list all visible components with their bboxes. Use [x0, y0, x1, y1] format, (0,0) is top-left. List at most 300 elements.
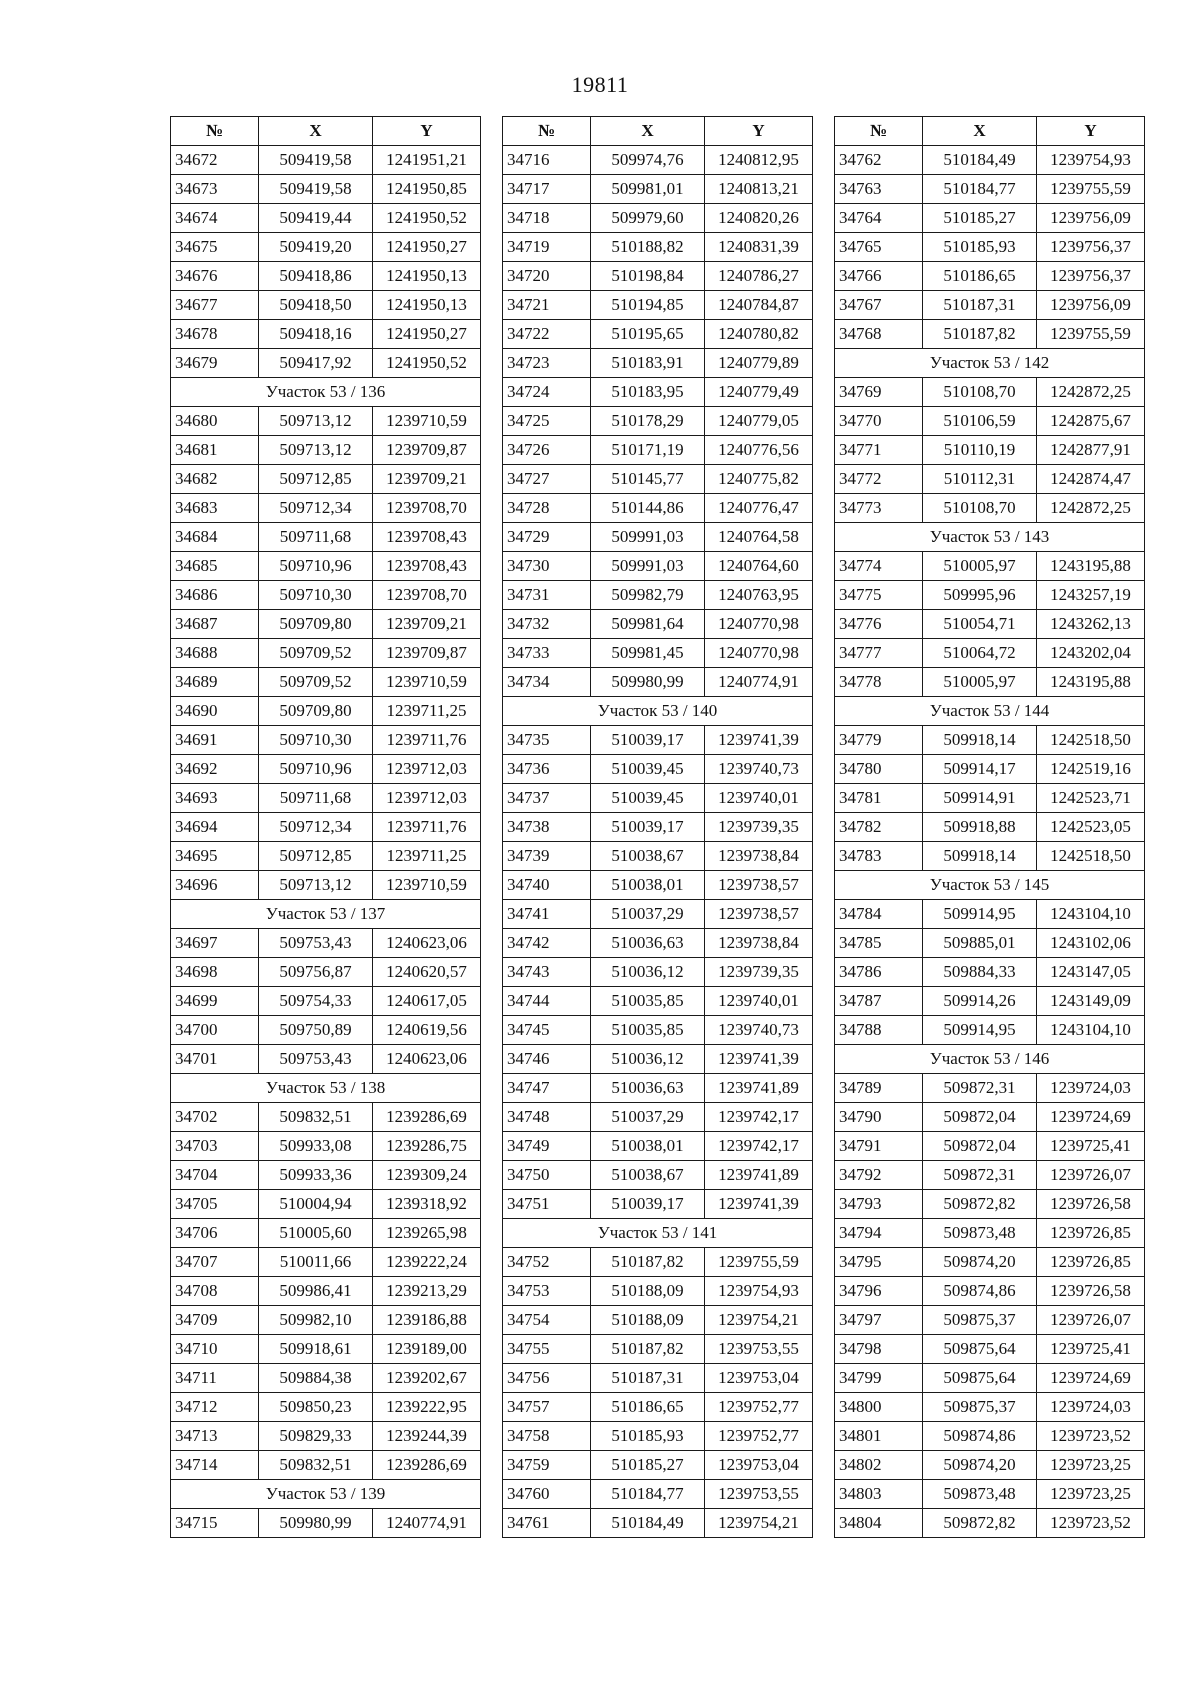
table-header-row	[171, 117, 481, 146]
x-coordinate-cell: 509914,95	[923, 900, 1037, 929]
table-row	[171, 1248, 481, 1277]
point-number-cell: 34804	[835, 1509, 923, 1538]
table-row	[835, 1161, 1145, 1190]
table-row	[503, 1451, 813, 1480]
x-coordinate-cell: 510184,77	[923, 175, 1037, 204]
table-row	[503, 639, 813, 668]
table-row	[835, 1277, 1145, 1306]
y-coordinate-cell: 1239754,93	[1037, 146, 1145, 175]
y-coordinate-cell: 1239708,70	[373, 581, 481, 610]
point-number-cell: 34772	[835, 465, 923, 494]
x-coordinate-cell: 509709,80	[259, 697, 373, 726]
y-coordinate-cell: 1239741,39	[705, 726, 813, 755]
table-row	[503, 1364, 813, 1393]
table-row	[171, 1219, 481, 1248]
point-number-cell: 34728	[503, 494, 591, 523]
section-row	[835, 1045, 1145, 1074]
y-coordinate-cell: 1242874,47	[1037, 465, 1145, 494]
y-coordinate-cell: 1239753,04	[705, 1364, 813, 1393]
point-number-cell: 34680	[171, 407, 259, 436]
y-coordinate-cell: 1240617,05	[373, 987, 481, 1016]
table-row	[503, 1335, 813, 1364]
point-number-cell: 34713	[171, 1422, 259, 1451]
table-row	[503, 1132, 813, 1161]
y-coordinate-cell: 1239754,21	[705, 1306, 813, 1335]
x-coordinate-cell: 509710,30	[259, 581, 373, 610]
table-row	[171, 697, 481, 726]
y-coordinate-cell: 1239709,21	[373, 465, 481, 494]
table-row	[503, 1393, 813, 1422]
x-coordinate-cell: 510038,67	[591, 842, 705, 871]
y-coordinate-cell: 1239752,77	[705, 1422, 813, 1451]
point-number-cell: 34732	[503, 610, 591, 639]
x-coordinate-cell: 509873,48	[923, 1219, 1037, 1248]
x-coordinate-cell: 509710,96	[259, 552, 373, 581]
y-coordinate-cell: 1240780,82	[705, 320, 813, 349]
section-label: Участок 53 / 146	[835, 1045, 1145, 1074]
y-coordinate-cell: 1243202,04	[1037, 639, 1145, 668]
table-row	[835, 204, 1145, 233]
point-number-cell: 34701	[171, 1045, 259, 1074]
x-coordinate-cell: 509832,51	[259, 1103, 373, 1132]
point-number-cell: 34726	[503, 436, 591, 465]
point-number-cell: 34781	[835, 784, 923, 813]
x-coordinate-cell: 510038,01	[591, 871, 705, 900]
table-row	[171, 784, 481, 813]
table-row	[835, 900, 1145, 929]
table-row	[835, 1451, 1145, 1480]
point-number-cell: 34686	[171, 581, 259, 610]
table-row	[503, 378, 813, 407]
table-row	[503, 1045, 813, 1074]
x-coordinate-cell: 509979,60	[591, 204, 705, 233]
section-label: Участок 53 / 144	[835, 697, 1145, 726]
table-row	[171, 668, 481, 697]
x-coordinate-cell: 509918,14	[923, 842, 1037, 871]
section-label: Участок 53 / 138	[171, 1074, 481, 1103]
y-coordinate-cell: 1239753,55	[705, 1335, 813, 1364]
y-coordinate-cell: 1239741,89	[705, 1074, 813, 1103]
table-row	[171, 1422, 481, 1451]
coordinates-table-3	[834, 116, 1145, 1538]
table-row	[171, 1190, 481, 1219]
point-number-cell: 34753	[503, 1277, 591, 1306]
point-number-cell: 34789	[835, 1074, 923, 1103]
x-coordinate-cell: 509419,58	[259, 175, 373, 204]
table-row	[503, 842, 813, 871]
y-coordinate-cell: 1239756,09	[1037, 291, 1145, 320]
x-coordinate-cell: 510110,19	[923, 436, 1037, 465]
y-coordinate-cell: 1239186,88	[373, 1306, 481, 1335]
x-coordinate-cell: 510106,59	[923, 407, 1037, 436]
x-coordinate-cell: 510005,60	[259, 1219, 373, 1248]
table-row	[171, 610, 481, 639]
point-number-cell: 34693	[171, 784, 259, 813]
y-coordinate-cell: 1239738,57	[705, 900, 813, 929]
section-label: Участок 53 / 137	[171, 900, 481, 929]
table-row	[835, 726, 1145, 755]
x-coordinate-cell: 509918,88	[923, 813, 1037, 842]
y-coordinate-cell: 1241950,52	[373, 204, 481, 233]
header-y: Y	[373, 117, 481, 146]
point-number-cell: 34764	[835, 204, 923, 233]
table-row	[171, 639, 481, 668]
y-coordinate-cell: 1239709,21	[373, 610, 481, 639]
point-number-cell: 34716	[503, 146, 591, 175]
y-coordinate-cell: 1240784,87	[705, 291, 813, 320]
table-row	[835, 958, 1145, 987]
y-coordinate-cell: 1239754,93	[705, 1277, 813, 1306]
x-coordinate-cell: 509914,17	[923, 755, 1037, 784]
x-coordinate-cell: 509885,01	[923, 929, 1037, 958]
table-row	[171, 958, 481, 987]
y-coordinate-cell: 1241950,27	[373, 233, 481, 262]
point-number-cell: 34672	[171, 146, 259, 175]
point-number-cell: 34795	[835, 1248, 923, 1277]
y-coordinate-cell: 1240764,58	[705, 523, 813, 552]
y-coordinate-cell: 1239710,59	[373, 407, 481, 436]
y-coordinate-cell: 1241950,27	[373, 320, 481, 349]
y-coordinate-cell: 1239222,24	[373, 1248, 481, 1277]
table-row	[835, 1219, 1145, 1248]
x-coordinate-cell: 509418,50	[259, 291, 373, 320]
point-number-cell: 34688	[171, 639, 259, 668]
x-coordinate-cell: 510198,84	[591, 262, 705, 291]
x-coordinate-cell: 509874,20	[923, 1248, 1037, 1277]
y-coordinate-cell: 1239756,37	[1037, 262, 1145, 291]
point-number-cell: 34689	[171, 668, 259, 697]
y-coordinate-cell: 1239723,52	[1037, 1509, 1145, 1538]
y-coordinate-cell: 1240763,95	[705, 581, 813, 610]
x-coordinate-cell: 509418,16	[259, 320, 373, 349]
x-coordinate-cell: 509933,36	[259, 1161, 373, 1190]
point-number-cell: 34695	[171, 842, 259, 871]
table-row	[835, 668, 1145, 697]
point-number-cell: 34736	[503, 755, 591, 784]
table-row	[503, 407, 813, 436]
table-row	[835, 1074, 1145, 1103]
x-coordinate-cell: 509711,68	[259, 523, 373, 552]
point-number-cell: 34775	[835, 581, 923, 610]
point-number-cell: 34684	[171, 523, 259, 552]
y-coordinate-cell: 1239708,43	[373, 523, 481, 552]
section-row	[835, 523, 1145, 552]
x-coordinate-cell: 509709,52	[259, 668, 373, 697]
x-coordinate-cell: 509986,41	[259, 1277, 373, 1306]
y-coordinate-cell: 1239725,41	[1037, 1132, 1145, 1161]
y-coordinate-cell: 1239755,59	[1037, 175, 1145, 204]
x-coordinate-cell: 509713,12	[259, 436, 373, 465]
table-row	[835, 494, 1145, 523]
x-coordinate-cell: 510011,66	[259, 1248, 373, 1277]
x-coordinate-cell: 510187,82	[923, 320, 1037, 349]
point-number-cell: 34687	[171, 610, 259, 639]
point-number-cell: 34711	[171, 1364, 259, 1393]
y-coordinate-cell: 1243195,88	[1037, 668, 1145, 697]
y-coordinate-cell: 1239286,75	[373, 1132, 481, 1161]
point-number-cell: 34683	[171, 494, 259, 523]
table-row	[171, 465, 481, 494]
table-row	[835, 987, 1145, 1016]
x-coordinate-cell: 509875,64	[923, 1335, 1037, 1364]
point-number-cell: 34730	[503, 552, 591, 581]
x-coordinate-cell: 509872,82	[923, 1509, 1037, 1538]
y-coordinate-cell: 1239712,03	[373, 755, 481, 784]
x-coordinate-cell: 509914,26	[923, 987, 1037, 1016]
section-label: Участок 53 / 136	[171, 378, 481, 407]
table-row	[835, 1132, 1145, 1161]
point-number-cell: 34802	[835, 1451, 923, 1480]
table-row	[503, 1422, 813, 1451]
table-row	[503, 1509, 813, 1538]
point-number-cell: 34793	[835, 1190, 923, 1219]
x-coordinate-cell: 509754,33	[259, 987, 373, 1016]
y-coordinate-cell: 1239725,41	[1037, 1335, 1145, 1364]
section-label: Участок 53 / 145	[835, 871, 1145, 900]
point-number-cell: 34717	[503, 175, 591, 204]
table-row	[835, 146, 1145, 175]
section-row	[171, 1480, 481, 1509]
table-row	[835, 1335, 1145, 1364]
x-coordinate-cell: 509872,82	[923, 1190, 1037, 1219]
x-coordinate-cell: 510039,17	[591, 813, 705, 842]
y-coordinate-cell: 1239753,04	[705, 1451, 813, 1480]
x-coordinate-cell: 509873,48	[923, 1480, 1037, 1509]
table-row	[503, 1016, 813, 1045]
y-coordinate-cell: 1240776,56	[705, 436, 813, 465]
table-row	[503, 291, 813, 320]
x-coordinate-cell: 510187,31	[923, 291, 1037, 320]
x-coordinate-cell: 509981,01	[591, 175, 705, 204]
x-coordinate-cell: 509713,12	[259, 871, 373, 900]
point-number-cell: 34752	[503, 1248, 591, 1277]
y-coordinate-cell: 1241951,21	[373, 146, 481, 175]
header-number: №	[835, 117, 923, 146]
point-number-cell: 34768	[835, 320, 923, 349]
y-coordinate-cell: 1239318,92	[373, 1190, 481, 1219]
x-coordinate-cell: 509419,20	[259, 233, 373, 262]
point-number-cell: 34696	[171, 871, 259, 900]
y-coordinate-cell: 1239738,84	[705, 929, 813, 958]
point-number-cell: 34786	[835, 958, 923, 987]
y-coordinate-cell: 1239741,39	[705, 1190, 813, 1219]
point-number-cell: 34740	[503, 871, 591, 900]
table-row	[503, 1277, 813, 1306]
x-coordinate-cell: 509712,34	[259, 813, 373, 842]
y-coordinate-cell: 1239213,29	[373, 1277, 481, 1306]
x-coordinate-cell: 510036,63	[591, 1074, 705, 1103]
table-row	[171, 320, 481, 349]
x-coordinate-cell: 509712,85	[259, 842, 373, 871]
x-coordinate-cell: 509419,44	[259, 204, 373, 233]
x-coordinate-cell: 510185,27	[923, 204, 1037, 233]
section-row	[835, 697, 1145, 726]
section-label: Участок 53 / 140	[503, 697, 813, 726]
table-row	[835, 1364, 1145, 1393]
y-coordinate-cell: 1243257,19	[1037, 581, 1145, 610]
point-number-cell: 34760	[503, 1480, 591, 1509]
table-row	[503, 320, 813, 349]
table-row	[835, 842, 1145, 871]
x-coordinate-cell: 510195,65	[591, 320, 705, 349]
y-coordinate-cell: 1240820,26	[705, 204, 813, 233]
x-coordinate-cell: 510039,17	[591, 1190, 705, 1219]
section-label: Участок 53 / 139	[171, 1480, 481, 1509]
x-coordinate-cell: 509980,99	[259, 1509, 373, 1538]
header-x: X	[591, 117, 705, 146]
x-coordinate-cell: 509713,12	[259, 407, 373, 436]
x-coordinate-cell: 509995,96	[923, 581, 1037, 610]
x-coordinate-cell: 510186,65	[591, 1393, 705, 1422]
y-coordinate-cell: 1239738,84	[705, 842, 813, 871]
point-number-cell: 34707	[171, 1248, 259, 1277]
point-number-cell: 34690	[171, 697, 259, 726]
x-coordinate-cell: 509872,31	[923, 1161, 1037, 1190]
point-number-cell: 34788	[835, 1016, 923, 1045]
y-coordinate-cell: 1239286,69	[373, 1451, 481, 1480]
x-coordinate-cell: 510184,49	[923, 146, 1037, 175]
y-coordinate-cell: 1239711,76	[373, 726, 481, 755]
point-number-cell: 34751	[503, 1190, 591, 1219]
table-row	[503, 1161, 813, 1190]
x-coordinate-cell: 509756,87	[259, 958, 373, 987]
header-y: Y	[705, 117, 813, 146]
point-number-cell: 34778	[835, 668, 923, 697]
y-coordinate-cell: 1239724,03	[1037, 1074, 1145, 1103]
y-coordinate-cell: 1240774,91	[705, 668, 813, 697]
point-number-cell: 34792	[835, 1161, 923, 1190]
table-row	[171, 1016, 481, 1045]
table-row	[835, 407, 1145, 436]
point-number-cell: 34770	[835, 407, 923, 436]
y-coordinate-cell: 1240812,95	[705, 146, 813, 175]
y-coordinate-cell: 1239740,73	[705, 755, 813, 784]
x-coordinate-cell: 509875,64	[923, 1364, 1037, 1393]
point-number-cell: 34725	[503, 407, 591, 436]
point-number-cell: 34720	[503, 262, 591, 291]
table-row	[835, 1248, 1145, 1277]
table-row	[835, 233, 1145, 262]
section-row	[503, 697, 813, 726]
y-coordinate-cell: 1239739,35	[705, 813, 813, 842]
x-coordinate-cell: 509991,03	[591, 523, 705, 552]
y-coordinate-cell: 1239724,03	[1037, 1393, 1145, 1422]
point-number-cell: 34765	[835, 233, 923, 262]
point-number-cell: 34744	[503, 987, 591, 1016]
y-coordinate-cell: 1239754,21	[705, 1509, 813, 1538]
x-coordinate-cell: 510004,94	[259, 1190, 373, 1219]
y-coordinate-cell: 1239726,07	[1037, 1306, 1145, 1335]
point-number-cell: 34787	[835, 987, 923, 1016]
table-row	[503, 581, 813, 610]
table-row	[503, 1248, 813, 1277]
point-number-cell: 34758	[503, 1422, 591, 1451]
y-coordinate-cell: 1240623,06	[373, 929, 481, 958]
y-coordinate-cell: 1239742,17	[705, 1103, 813, 1132]
y-coordinate-cell: 1239753,55	[705, 1480, 813, 1509]
table-row	[503, 1103, 813, 1132]
section-label: Участок 53 / 142	[835, 349, 1145, 378]
table-row	[835, 1393, 1145, 1422]
x-coordinate-cell: 509874,20	[923, 1451, 1037, 1480]
y-coordinate-cell: 1239309,24	[373, 1161, 481, 1190]
point-number-cell: 34763	[835, 175, 923, 204]
x-coordinate-cell: 509918,14	[923, 726, 1037, 755]
point-number-cell: 34722	[503, 320, 591, 349]
point-number-cell: 34800	[835, 1393, 923, 1422]
table-row	[835, 1190, 1145, 1219]
point-number-cell: 34791	[835, 1132, 923, 1161]
x-coordinate-cell: 510036,12	[591, 1045, 705, 1074]
x-coordinate-cell: 509874,86	[923, 1422, 1037, 1451]
table-row	[503, 494, 813, 523]
y-coordinate-cell: 1239738,57	[705, 871, 813, 900]
point-number-cell: 34761	[503, 1509, 591, 1538]
table-row	[503, 929, 813, 958]
table-row	[171, 929, 481, 958]
y-coordinate-cell: 1240786,27	[705, 262, 813, 291]
x-coordinate-cell: 509829,33	[259, 1422, 373, 1451]
table-row	[503, 900, 813, 929]
table-row	[171, 581, 481, 610]
table-row	[171, 987, 481, 1016]
x-coordinate-cell: 509981,45	[591, 639, 705, 668]
table-row	[171, 1103, 481, 1132]
table-row	[835, 1422, 1145, 1451]
y-coordinate-cell: 1243149,09	[1037, 987, 1145, 1016]
point-number-cell: 34797	[835, 1306, 923, 1335]
table-row	[835, 639, 1145, 668]
x-coordinate-cell: 509872,04	[923, 1132, 1037, 1161]
y-coordinate-cell: 1240764,60	[705, 552, 813, 581]
header-number: №	[171, 117, 259, 146]
point-number-cell: 34704	[171, 1161, 259, 1190]
x-coordinate-cell: 509709,80	[259, 610, 373, 639]
table-row	[503, 1074, 813, 1103]
y-coordinate-cell: 1239756,09	[1037, 204, 1145, 233]
section-row	[171, 1074, 481, 1103]
table-row	[171, 552, 481, 581]
y-coordinate-cell: 1239711,25	[373, 697, 481, 726]
y-coordinate-cell: 1239755,59	[1037, 320, 1145, 349]
point-number-cell: 34747	[503, 1074, 591, 1103]
x-coordinate-cell: 509753,43	[259, 1045, 373, 1074]
y-coordinate-cell: 1240619,56	[373, 1016, 481, 1045]
table-row	[503, 262, 813, 291]
point-number-cell: 34673	[171, 175, 259, 204]
point-number-cell: 34801	[835, 1422, 923, 1451]
point-number-cell: 34799	[835, 1364, 923, 1393]
page-number: 19811	[571, 72, 629, 97]
y-coordinate-cell: 1242518,50	[1037, 726, 1145, 755]
x-coordinate-cell: 510184,49	[591, 1509, 705, 1538]
y-coordinate-cell: 1239726,58	[1037, 1277, 1145, 1306]
point-number-cell: 34759	[503, 1451, 591, 1480]
table-row	[835, 262, 1145, 291]
point-number-cell: 34749	[503, 1132, 591, 1161]
table-row	[835, 1306, 1145, 1335]
x-coordinate-cell: 509974,76	[591, 146, 705, 175]
y-coordinate-cell: 1242875,67	[1037, 407, 1145, 436]
point-number-cell: 34721	[503, 291, 591, 320]
table-row	[835, 552, 1145, 581]
y-coordinate-cell: 1242518,50	[1037, 842, 1145, 871]
point-number-cell: 34723	[503, 349, 591, 378]
x-coordinate-cell: 510183,95	[591, 378, 705, 407]
point-number-cell: 34703	[171, 1132, 259, 1161]
table-row	[503, 1480, 813, 1509]
point-number-cell: 34754	[503, 1306, 591, 1335]
